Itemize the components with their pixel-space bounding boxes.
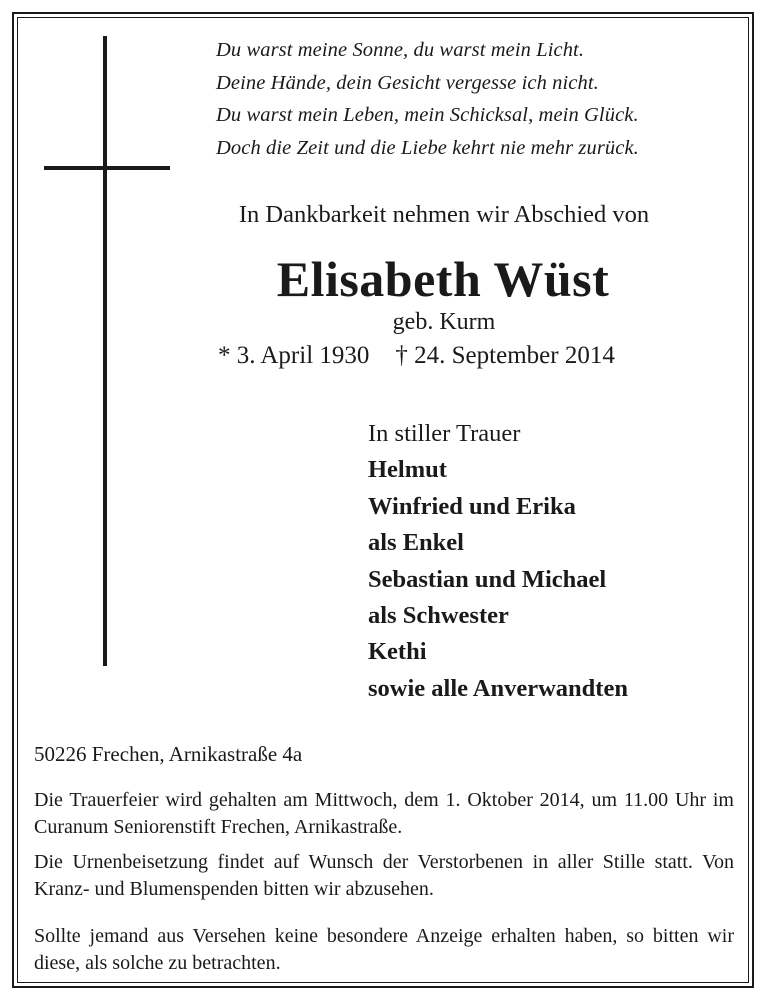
poem-line: Du warst meine Sonne, du warst mein Licht. — [216, 39, 585, 61]
intro-text: In Dankbarkeit nehmen wir Abschied von — [238, 201, 650, 228]
poem-line: Deine Hände, dein Gesicht vergesse ich nicht. — [216, 71, 599, 94]
memorial-poem — [216, 34, 639, 164]
mourner-line: Helmut — [368, 456, 447, 484]
deceased-name: Elisabeth Wüst — [276, 251, 610, 307]
birth-name: geb. Kurm — [392, 309, 496, 335]
family-address: 50226 Frechen, Arnikastraße 4a — [34, 742, 303, 766]
mourners-list — [368, 416, 628, 707]
cross-vertical-bar — [103, 36, 107, 666]
mourner-line: als Enkel — [368, 529, 464, 557]
mourner-line: Winfried und Erika — [368, 492, 576, 520]
mourner-line: Kethi — [368, 638, 427, 666]
birth-date: * 3. April 1930 — [218, 342, 370, 369]
life-dates — [218, 342, 615, 370]
mourner-line: sowie alle Anverwandten — [368, 674, 628, 702]
urn-burial-info: Die Urnenbeisetzung findet auf Wunsch der Verstorbenen in aller Stille statt. Von Kranz- und Blumenspenden bitten wir abzusehen. — [34, 851, 734, 900]
poem-line: Doch die Zeit und die Liebe kehrt nie mehr zurück. — [216, 136, 639, 159]
mourner-line: Sebastian und Michael — [368, 565, 607, 593]
cross-horizontal-bar — [44, 166, 170, 170]
mourners-heading: In stiller Trauer — [368, 420, 521, 447]
mourner-line: als Schwester — [368, 602, 509, 630]
notice-disclaimer: Sollte jemand aus Versehen keine besondere Anzeige erhalten haben, so bitten wir diese, als solche zu betrachten. — [34, 925, 734, 974]
death-date: † 24. September 2014 — [395, 342, 615, 369]
funeral-service-info: Die Trauerfeier wird gehalten am Mittwoch, dem 1. Oktober 2014, um 11.00 Uhr im Curanum Seniorenstift Frechen, Arnikastraße. — [34, 789, 734, 838]
poem-line: Du warst mein Leben, mein Schicksal, mein Glück. — [216, 104, 639, 126]
